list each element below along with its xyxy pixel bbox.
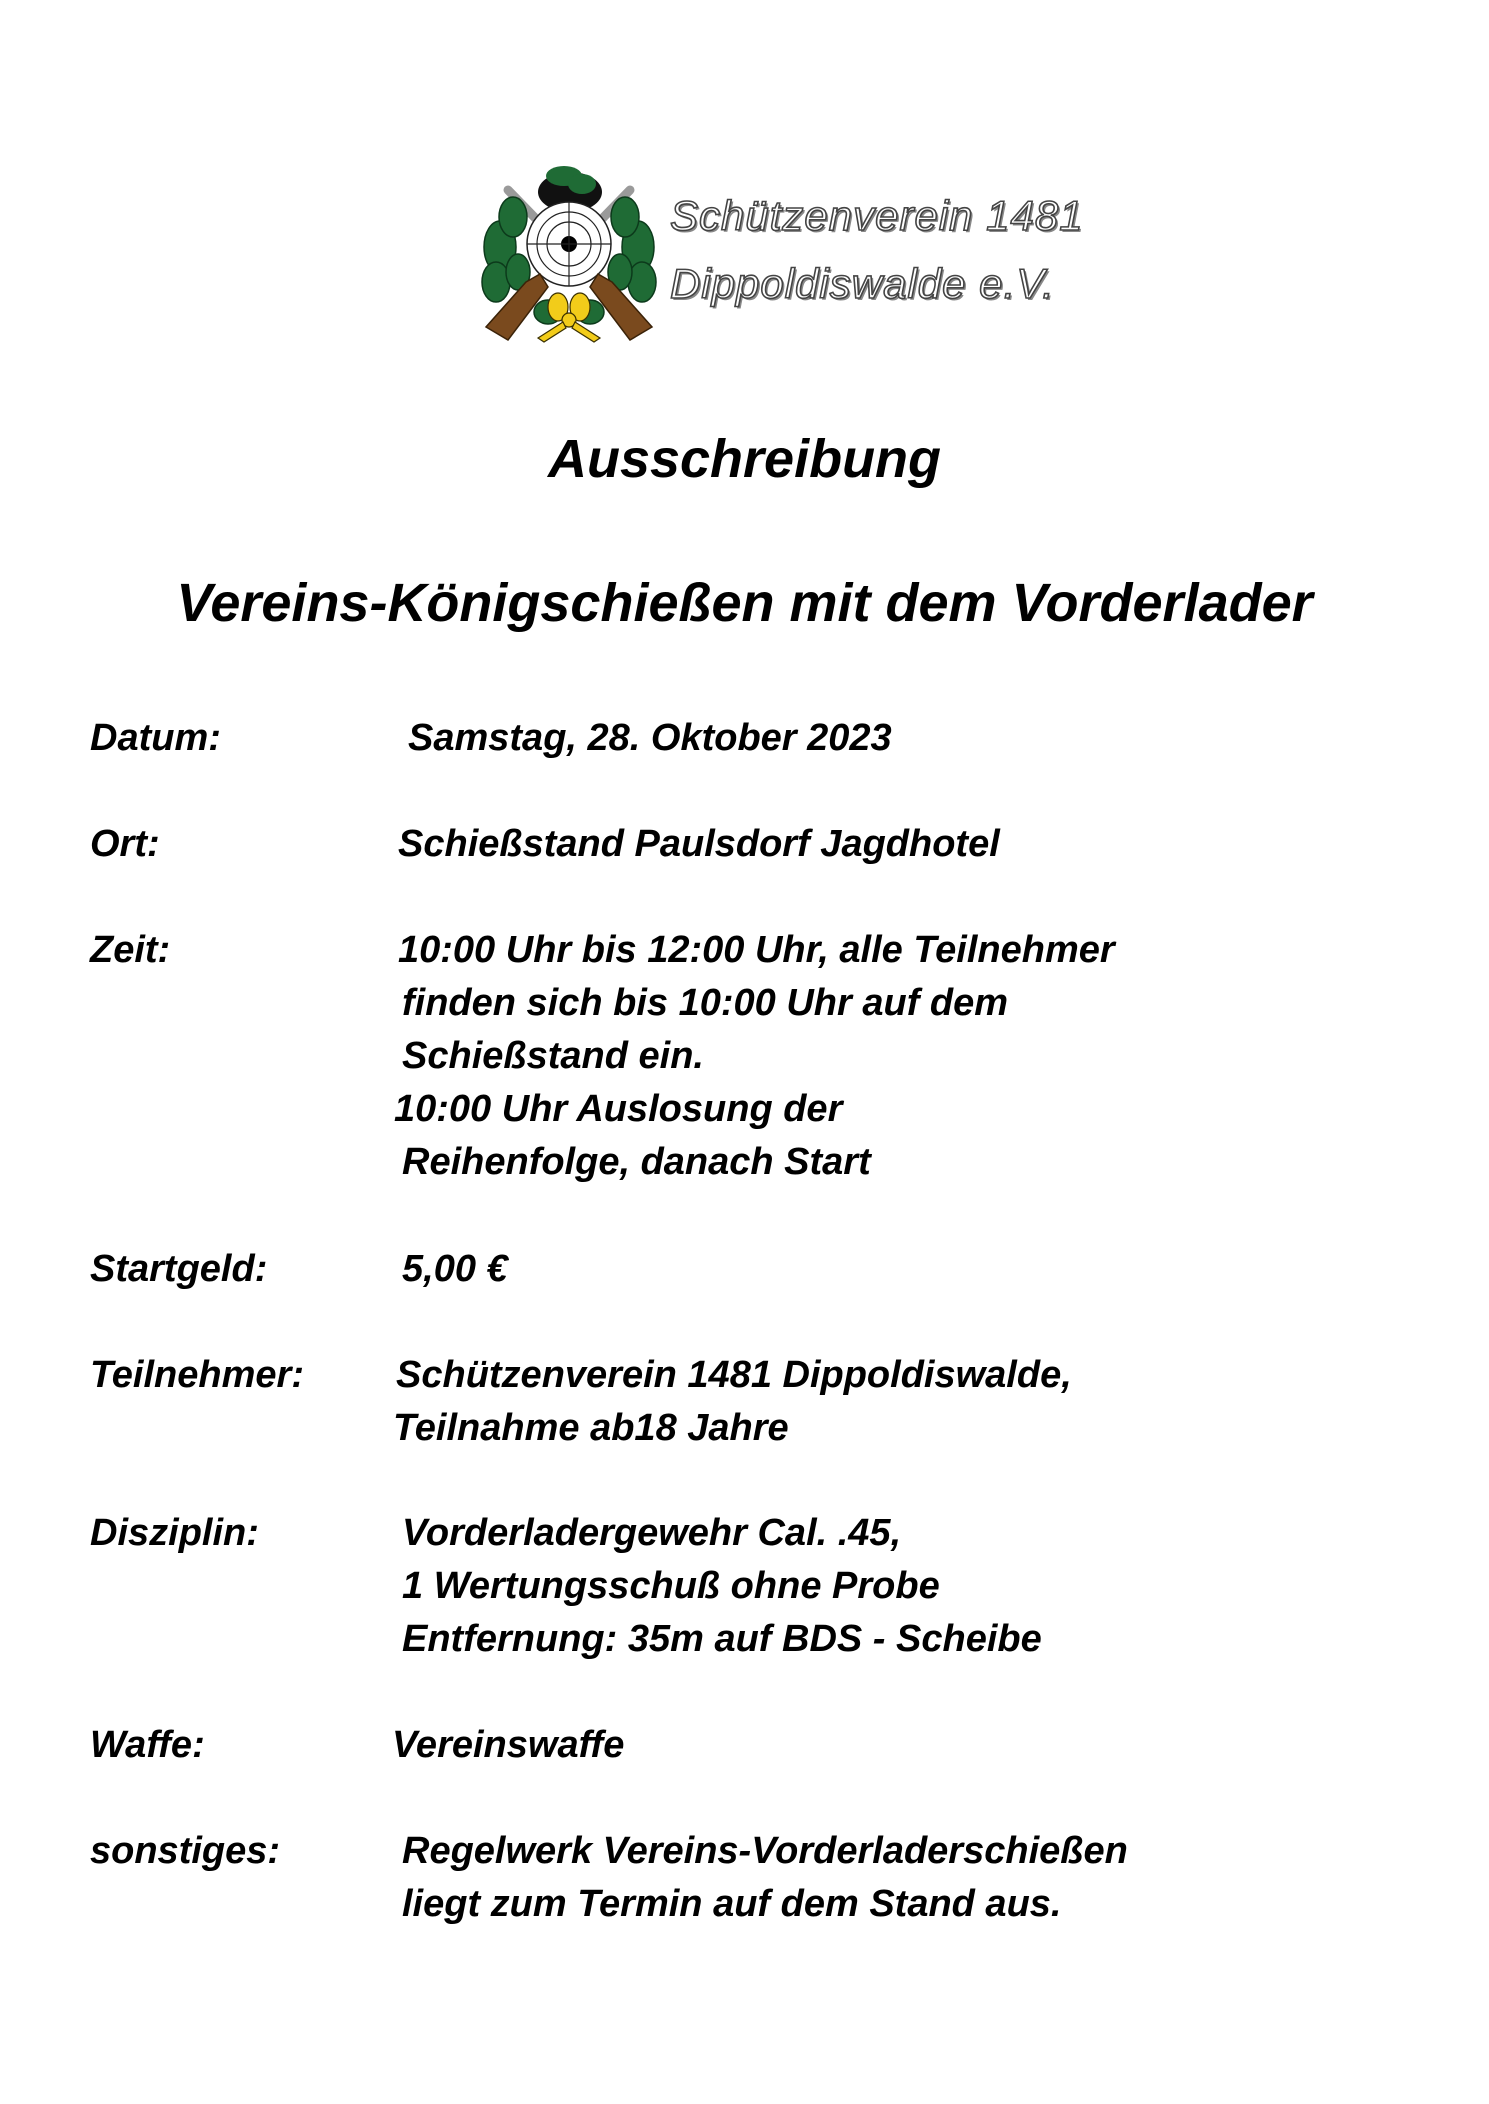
detail-label: Startgeld: bbox=[90, 1248, 268, 1290]
detail-value bbox=[393, 1349, 1072, 1455]
detail-value bbox=[402, 1825, 1128, 1931]
detail-line: Entfernung: 35m auf BDS - Scheibe bbox=[402, 1618, 1042, 1660]
club-emblem-icon bbox=[478, 162, 660, 344]
detail-label: Ort: bbox=[90, 823, 160, 865]
detail-line: Vorderladergewehr Cal. .45, bbox=[402, 1512, 902, 1554]
detail-line: liegt zum Termin auf dem Stand aus. bbox=[402, 1883, 1062, 1925]
detail-line: Schießstand Paulsdorf Jagdhotel bbox=[398, 823, 1000, 865]
detail-value bbox=[394, 924, 1115, 1189]
detail-line: Reihenfolge, danach Start bbox=[402, 1141, 871, 1183]
page-title: Ausschreibung bbox=[547, 429, 942, 489]
detail-line: Regelwerk Vereins-Vorderladerschießen bbox=[402, 1830, 1128, 1872]
detail-line: Schützenverein 1481 Dippoldiswalde, bbox=[396, 1354, 1072, 1396]
detail-value bbox=[392, 1719, 624, 1772]
detail-value bbox=[402, 1243, 508, 1296]
detail-label: sonstiges: bbox=[90, 1830, 281, 1872]
detail-line: finden sich bis 10:00 Uhr auf dem bbox=[402, 982, 1009, 1024]
logo-text-club-name: Schützenverein 1481 bbox=[670, 192, 1084, 239]
detail-label: Zeit: bbox=[90, 929, 171, 971]
detail-label: Waffe: bbox=[90, 1724, 205, 1766]
detail-value bbox=[398, 818, 1000, 871]
club-logo bbox=[478, 162, 1084, 347]
detail-line: Schießstand ein. bbox=[402, 1035, 704, 1077]
detail-value bbox=[408, 712, 892, 765]
logo-text-town: Dippoldiswalde e.V. bbox=[670, 260, 1055, 307]
detail-line: 10:00 Uhr bis 12:00 Uhr, alle Teilnehmer bbox=[398, 929, 1115, 971]
detail-line: 1 Wertungsschuß ohne Probe bbox=[402, 1565, 940, 1607]
detail-line: Samstag, 28. Oktober 2023 bbox=[408, 717, 892, 759]
detail-line: 5,00 € bbox=[402, 1248, 508, 1290]
detail-line: Teilnahme ab18 Jahre bbox=[393, 1407, 789, 1449]
detail-value bbox=[402, 1507, 1042, 1666]
detail-label: Disziplin: bbox=[90, 1512, 259, 1554]
event-subtitle: Vereins-Königschießen mit dem Vorderlader bbox=[176, 573, 1313, 633]
detail-line: 10:00 Uhr Auslosung der bbox=[394, 1088, 843, 1130]
detail-label: Teilnehmer: bbox=[90, 1354, 304, 1396]
detail-line: Vereinswaffe bbox=[392, 1724, 625, 1766]
detail-label: Datum: bbox=[90, 717, 221, 759]
